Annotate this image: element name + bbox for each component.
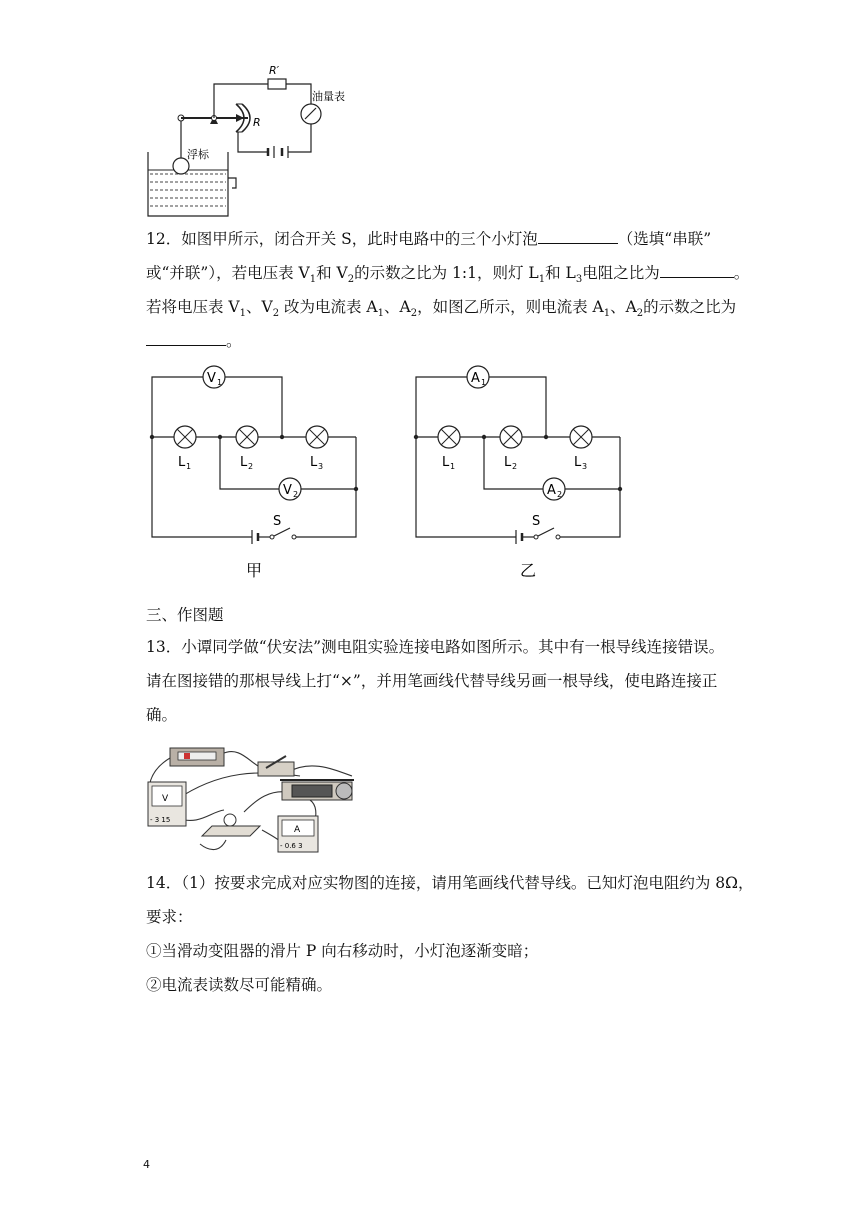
apparatus-figure[interactable] [140,740,365,860]
switch-label: S [532,514,541,529]
page-number: 4 [143,1158,150,1171]
svg-text:V: V [283,483,292,498]
svg-text:L: L [310,455,318,470]
ammeter-photo [278,816,318,852]
svg-text:V: V [162,794,169,804]
lamp-l2-icon [236,426,258,448]
caption-jia: 甲 [246,561,263,580]
svg-text:A: A [294,825,301,835]
answer-blank-3[interactable] [146,329,226,346]
r-label: R [253,116,261,129]
svg-text:L: L [178,455,186,470]
voltmeter-photo [148,782,186,826]
lamp-l3-icon [306,426,328,448]
svg-text:2: 2 [512,462,518,471]
float-label: 浮标 [187,148,209,161]
svg-text:3: 3 [318,462,324,471]
q13-line2: 请在图接错的那根导线上打“×”，并用笔画线代替导线另画一根导线，使电路连接正 [146,672,718,690]
oil-meter-label: 油量表 [312,90,345,103]
circuit-yi [404,362,634,582]
answer-blank-2[interactable] [660,261,734,278]
caption-yi: 乙 [520,561,537,580]
q14-line2: 要求： [146,908,193,926]
resistor-r-prime [268,79,286,89]
oil-meter-icon [301,104,321,124]
q13-line1: 13．小谭同学做“伏安法”测电阻实验连接电路如图所示。其中有一根导线连接错误。 [146,638,725,656]
answer-blank-1[interactable] [538,227,618,244]
svg-text:3: 3 [582,462,588,471]
svg-text:1: 1 [481,378,487,387]
circuit-jia [140,362,370,582]
svg-text:- 0.6 3: - 0.6 3 [280,842,303,850]
q13-line3: 确。 [146,706,178,724]
svg-text:L: L [574,455,582,470]
lamp-l1-icon [438,426,460,448]
svg-text:- 3 15: - 3 15 [150,816,171,824]
q12-line2: 或“并联”），若电压表 $V_1$和 $V_2$的示数之比为 1:1，则灯 $L_1$和 $L_3$电阻之比为 。 [146,256,726,297]
svg-text:1: 1 [186,462,192,471]
oil-gauge-figure [140,60,370,220]
svg-text:L: L [442,455,450,470]
lamp-l3-icon [570,426,592,448]
lamp-l2-icon [500,426,522,448]
switch-label: S [273,514,282,529]
lamp-l1-icon [174,426,196,448]
section-heading: 三、作图题 [146,606,224,624]
svg-text:1: 1 [217,378,223,387]
svg-text:2: 2 [293,490,299,499]
svg-text:L: L [504,455,512,470]
r-prime-label: R′ [269,64,280,77]
svg-text:1: 1 [450,462,456,471]
q14-line1: 14．（1）按要求完成对应实物图的连接，请用笔画线代替导线。已知灯泡电阻约为 8Ω， [146,874,754,892]
q12-line1: 12．如图甲所示，闭合开关 S，此时电路中的三个小灯泡 （选填“串联” [146,222,726,256]
svg-text:L: L [240,455,248,470]
svg-text:V: V [207,371,216,386]
svg-text:A: A [547,483,556,498]
q12-line3: 若将电压表 $V_1$、$V_2$ 改为电流表 $A_1$、$A_2$，如图乙所示，则电流表 $A_1$、$A_2$的示数之比为 [146,298,737,320]
svg-text:2: 2 [557,490,563,499]
svg-text:A: A [471,371,480,386]
q12-line4: 。 [146,324,726,358]
svg-text:2: 2 [248,462,254,471]
q14-line4: ②电流表读数尽可能精确。 [146,976,333,994]
q14-line3: ①当滑动变阻器的滑片 P 向右移动时，小灯泡逐渐变暗； [146,942,539,960]
